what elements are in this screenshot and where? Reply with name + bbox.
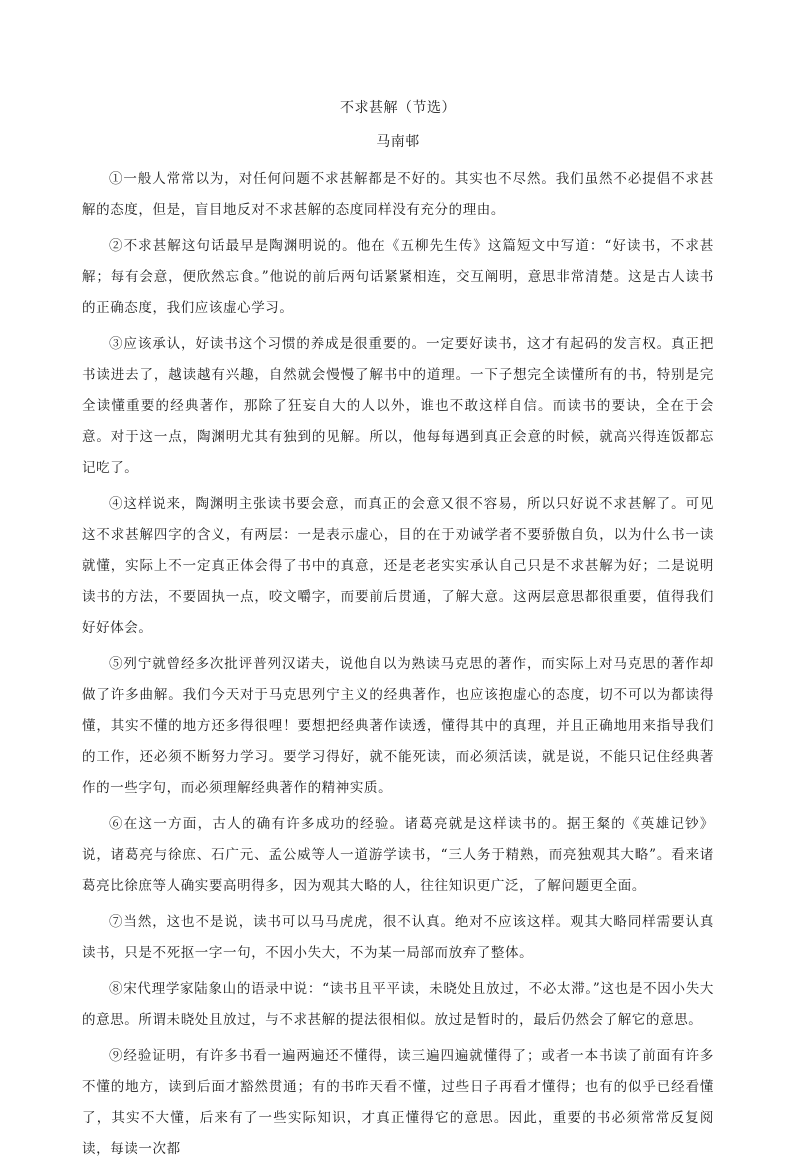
paragraph-3: ③应该承认，好读书这个习惯的养成是很重要的。一定要好读书，这才有起码的发言权。真正把书读进去了，越读越有兴趣，自然就会慢慢了解书中的道理。一下子想完全读懂所有的书，特别是完全读懂重要的经典著作，那除了狂妄自大的人以外，谁也不敢这样自信。而读书的要诀，全在于会意。对于这一点，陶渊明尤其有独到的见解。所以，他每每遇到真正会意的时候，就高兴得连饭都忘记吃了。 <box>82 336 714 476</box>
paragraph-2: ②不求甚解这句话最早是陶渊明说的。他在《五柳先生传》这篇短文中写道：“好读书，不求甚解；每有会意，便欣然忘食。”他说的前后两句话紧紧相连，交互阐明，意思非常清楚。这是古人读书的正确态度，我们应该虚心学习。 <box>82 238 714 316</box>
paragraph-9: ⑨经验证明，有许多书看一遍两遍还不懂得，读三遍四遍就懂得了；或者一本书读了前面有许多不懂的地方，读到后面才豁然贯通；有的书昨天看不懂，过些日子再看才懂得；也有的似乎已经看懂了，其实不大懂，后来有了一些实际知识，才真正懂得它的意思。因此，重要的书必须常常反复阅读，每读一次都 <box>82 1048 714 1157</box>
article-title: 不求甚解（节选） <box>340 100 456 116</box>
paragraph-8: ⑧宋代理学家陆象山的语录中说：“读书且平平读，未晓处且放过，不必太滞。”这也是不因小失大的意思。所谓未晓处且放过，与不求甚解的提法很相似。放过是暂时的，最后仍然会了解它的意思。 <box>82 981 714 1028</box>
paragraph-6: ⑥在这一方面，古人的确有许多成功的经验。诸葛亮就是这样读书的。据王粲的《英雄记钞》说，诸葛亮与徐庶、石广元、孟公威等人一道游学读书，“三人务于精熟，而亮独观其大略”。看来诸葛亮比徐庶等人确实要高明得多，因为观其大略的人，往往知识更广泛，了解问题更全面。 <box>82 816 714 894</box>
paragraph-7: ⑦当然，这也不是说，读书可以马马虎虎，很不认真。绝对不应该这样。观其大略同样需要认真读书，只是不死抠一字一句，不因小失大，不为某一局部而放弃了整体。 <box>82 914 714 961</box>
paragraph-1: ①一般人常常以为，对任何问题不求甚解都是不好的。其实也不尽然。我们虽然不必提倡不求甚解的态度，但是，盲目地反对不求甚解的态度同样没有充分的理由。 <box>82 171 714 218</box>
article <box>82 96 714 1170</box>
paragraph-4: ④这样说来，陶渊明主张读书要会意，而真正的会意又很不容易，所以只好说不求甚解了。可见这不求甚解四字的含义，有两层：一是表示虚心，目的在于劝诫学者不要骄傲自负，以为什么书一读就懂，实际上不一定真正体会得了书中的真意，还是老老实实承认自己只是不求甚解为好；二是说明读书的方法，不要固执一点，咬文嚼字，而要前后贯通，了解大意。这两层意思都很重要，值得我们好好体会。 <box>82 496 714 636</box>
paragraph-5: ⑤列宁就曾经多次批评普列汉诺夫，说他自以为熟读马克思的著作，而实际上对马克思的著作却做了许多曲解。我们今天对于马克思列宁主义的经典著作，也应该抱虚心的态度，切不可以为都读得懂，其实不懂的地方还多得很哩！要想把经典著作读透，懂得其中的真理，并且正确地用来指导我们的工作，还必须不断努力学习。要学习得好，就不能死读，而必须活读，就是说，不能只记住经典著作的一些字句，而必须理解经典著作的精神实质。 <box>82 656 714 796</box>
article-author: 马南邨 <box>376 134 420 150</box>
